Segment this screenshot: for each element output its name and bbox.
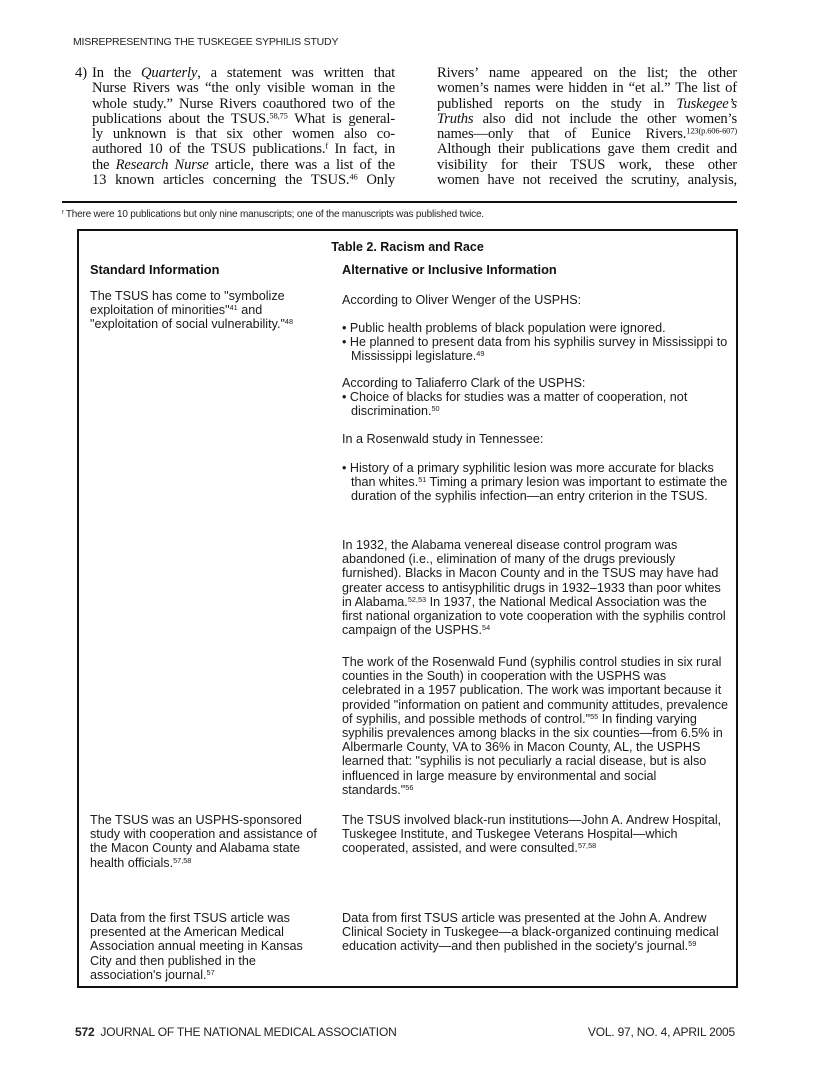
citation-superscript: f <box>325 140 329 151</box>
citation-superscript: 41 <box>229 303 238 313</box>
column-header-standard: Standard Information <box>90 262 220 277</box>
clark-intro <box>342 376 728 390</box>
citation-superscript: 58,75 <box>269 110 288 121</box>
citation-superscript: 56 <box>405 782 414 792</box>
text-run: women have not received the scrutiny, analysis, <box>437 172 737 189</box>
text-run: The TSUS involved black-run institutions—John A. Andrew Hospital, Tuskegee Institute, and Tuskegee Veterans Hospital—which cooperated, assisted, and were consulted. <box>342 813 722 856</box>
rosenwald-fund-paragraph <box>342 655 728 797</box>
table-cell-standard-row2 <box>90 813 318 870</box>
text-run: and "exploitation of social vulnerability." <box>90 303 285 332</box>
journal-name: JOURNAL OF THE NATIONAL MEDICAL ASSOCIATION <box>100 1025 397 1039</box>
bullet-item <box>342 461 737 504</box>
text-line <box>437 127 737 142</box>
footer-issue: VOL. 97, NO. 4, APRIL 2005 <box>587 1025 735 1039</box>
text-run: In 1937, the National Medical Association was the first national organization to vote cooperation with the syphilis control campaign of the USPHS. <box>342 594 726 638</box>
text-line <box>437 173 737 188</box>
citation-superscript: 50 <box>431 404 440 414</box>
wenger-intro <box>342 293 728 307</box>
citation-superscript: 59 <box>688 939 697 949</box>
text-line <box>92 173 395 188</box>
text-run: The TSUS has come to "symbolize exploitation of minorities" <box>90 289 285 318</box>
text-line <box>92 66 395 81</box>
text-line <box>437 81 737 96</box>
text-run: , a statement was written that <box>197 65 395 81</box>
italic-title: Truths <box>437 110 474 127</box>
page-number: 572 <box>75 1025 95 1039</box>
text-run: Only <box>357 172 396 189</box>
body-column-left <box>92 66 395 188</box>
text-run: whole study.” Nurse Rivers coauthored two of the <box>92 95 395 112</box>
text-run: Although their publications gave them credit and <box>437 141 737 158</box>
text-run: Data from first TSUS article was presented at the John A. Andrew Clinical Society in Tuskegee—a black-organized continuing medical education activity—and then published in the society's journal. <box>342 911 719 954</box>
italic-title: Tuskegee’s <box>676 95 737 112</box>
citation-superscript: 123(p.606-607) <box>686 125 737 136</box>
text-run: women’s names were hidden in “et al.” The list of <box>437 80 737 97</box>
footnote-mark: f <box>62 209 64 216</box>
italic-title: Quarterly <box>141 65 198 81</box>
text-run: visibility for their TSUS work, these other <box>437 156 737 173</box>
text-run: Data from the first TSUS article was presented at the American Medical Association annual meeting in Kansas City and then published in the association's journal. <box>90 911 303 982</box>
bullet-item <box>342 321 737 335</box>
table-cell-standard-row3 <box>90 911 318 982</box>
text-line <box>437 142 737 157</box>
footnote-divider <box>62 201 737 203</box>
text-run: • Public health problems of black population were ignored. <box>342 321 666 335</box>
footer-journal <box>75 1025 397 1039</box>
citation-superscript: 52,53 <box>407 594 427 604</box>
citation-superscript: 54 <box>482 623 491 633</box>
table-cell-alternative-row2 <box>342 813 728 856</box>
table-title: Table 2. Racism and Race <box>331 240 484 254</box>
text-run: published reports on the study in <box>437 95 677 112</box>
text-run: • He planned to present data from his syphilis survey in Mississippi to Mississippi legislature. <box>342 335 728 364</box>
citation-superscript: 57,58 <box>173 855 192 865</box>
list-item-marker: 4) <box>75 65 88 81</box>
text-run: • Choice of blacks for studies was a matter of cooperation, not discrimination. <box>342 390 688 419</box>
alabama-paragraph <box>342 538 728 637</box>
text-run: The TSUS was an USPHS-sponsored study with cooperation and assistance of the Macon County and Alabama state health officials. <box>90 813 317 870</box>
text-run: the <box>92 156 116 173</box>
text-run: ly unknown is that six other women also co- <box>92 126 395 143</box>
text-run: article, there was a list of the <box>208 156 395 173</box>
bullet-item <box>342 335 737 363</box>
text-run: Rivers’ name appeared on the list; the other <box>437 65 737 81</box>
citation-superscript: 51 <box>418 475 427 485</box>
footnote-text: There were 10 publications but only nine manuscripts; one of the manuscripts was published twice. <box>65 209 484 220</box>
text-run: In the <box>92 65 142 81</box>
text-run: In 1932, the Alabama venereal disease control program was abandoned (i.e., elimination of many of the drugs previously furnished). Blacks in Macon County and in the TSUS may have had greater access to antisyphilitic drugs in 1932–1933 than poor whites in Alabama. <box>342 538 721 609</box>
citation-superscript: 49 <box>476 349 485 359</box>
text-run: What is general- <box>287 110 395 127</box>
citation-superscript: 57,58 <box>577 841 597 851</box>
text-run: names—only that of Eunice Rivers. <box>437 126 687 143</box>
text-run: According to Taliaferro Clark of the USPHS: <box>342 376 586 390</box>
text-line <box>437 97 737 112</box>
text-run: In finding varying syphilis prevalences among blacks in the six counties—from 6.5% in Albermarle County, VA to 36% in Macon County, AL, the USPHS learned that: "syphilis is not peculiarly a racial disease, but is also influenced in large measure by environmental and social standards." <box>342 711 723 797</box>
text-line <box>92 81 395 96</box>
text-line <box>92 112 395 127</box>
citation-superscript: 55 <box>590 711 599 721</box>
text-run: In a Rosenwald study in Tennessee: <box>342 432 544 446</box>
tennessee-intro <box>342 432 728 446</box>
citation-superscript: 57 <box>206 967 215 977</box>
text-run: • History of a primary syphilitic lesion was more accurate for blacks than whites. <box>342 461 714 490</box>
text-run: Timing a primary lesion was important to estimate the duration of the syphilis infection—an entry criterion in the TSUS. <box>351 475 728 504</box>
text-run: also did not include the other women’s <box>473 110 737 127</box>
footnote <box>62 209 484 220</box>
text-line <box>92 97 395 112</box>
running-head: MISREPRESENTING THE TUSKEGEE SYPHILIS STUDY <box>73 36 339 48</box>
text-run: The work of the Rosenwald Fund (syphilis control studies in six rural counties in the South) in cooperation with the USPHS was celebrated in a 1957 publication. The work was important because it provided "information on patient and community attitudes, prevalence of syphilis, and possible methods of control." <box>342 655 729 726</box>
table-cell-alternative-row3 <box>342 911 728 954</box>
text-run: In fact, in <box>328 141 395 158</box>
bullet-item <box>342 390 737 418</box>
text-run: 13 known articles concerning the TSUS. <box>92 172 350 189</box>
text-run: According to Oliver Wenger of the USPHS: <box>342 293 582 307</box>
body-column-right <box>437 66 737 188</box>
italic-title: Research Nurse <box>115 156 209 173</box>
text-line <box>92 142 395 157</box>
citation-superscript: 46 <box>349 171 358 182</box>
text-run: publications about the TSUS. <box>92 110 270 127</box>
text-run: authored 10 of the TSUS publications. <box>92 141 326 158</box>
text-line <box>437 66 737 81</box>
citation-superscript: 48 <box>284 317 294 327</box>
table-cell-standard-row1 <box>90 289 318 332</box>
text-line <box>437 158 737 173</box>
column-header-alternative: Alternative or Inclusive Information <box>342 262 557 277</box>
text-run: Nurse Rivers was “the only visible woman in the <box>92 80 395 97</box>
